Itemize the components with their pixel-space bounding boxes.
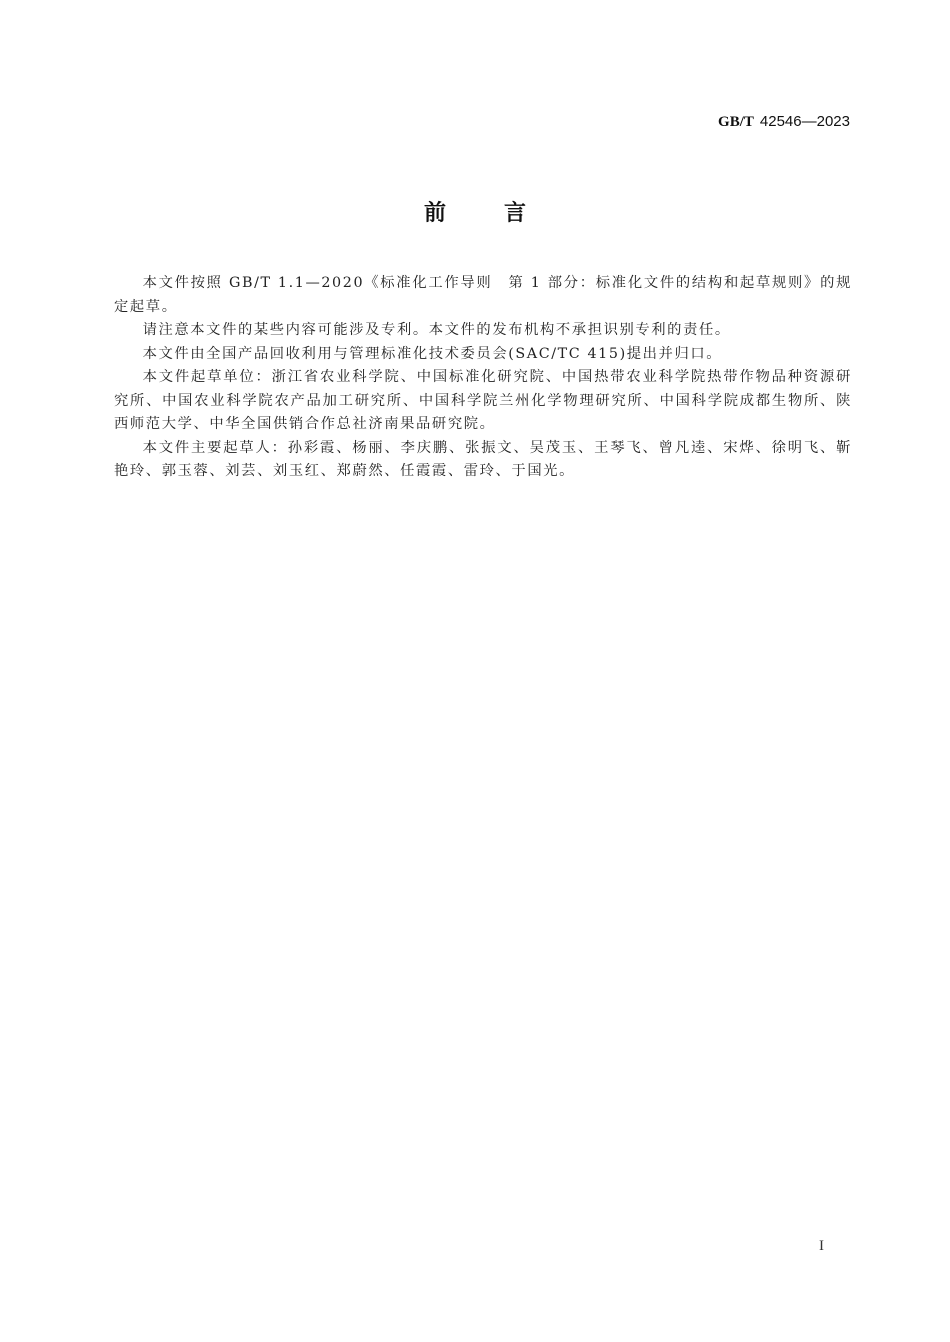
standard-prefix: GB/T [718, 114, 754, 130]
page-title [0, 196, 950, 227]
title-char-2: 言 [504, 201, 527, 226]
paragraph-patent-notice: 请注意本文件的某些内容可能涉及专利。本文件的发布机构不承担识别专利的责任。 [142, 322, 731, 338]
foreword-body [114, 272, 852, 484]
title-char-1: 前 [423, 201, 446, 226]
paragraph-proposer: 本文件由全国产品回收利用与管理标准化技术委员会(SAC/TC 415)提出并归口。 [142, 345, 723, 362]
paragraph-drafters: 本文件主要起草人：孙彩霞、杨丽、李庆鹏、张振文、吴茂玉、王琴飞、曾凡逵、宋烨、徐明飞、靳艳玲、郭玉蓉、刘芸、刘玉红、郑蔚然、任霞霞、雷玲、于国光。 [114, 439, 852, 479]
standard-code: 42546—2023 [759, 113, 850, 130]
page-number: I [819, 1238, 824, 1254]
paragraph-drafting-units: 本文件起草单位：浙江省农业科学院、中国标准化研究院、中国热带农业科学院热带作物品种资源研究所、中国农业科学院农产品加工研究所、中国科学院兰州化学物理研究所、中国科学院成都生物所、陕西师范大学、中华全国供销合作总社济南果品研究院。 [114, 369, 852, 432]
standard-number [718, 113, 850, 131]
paragraph-drafting-rules: 本文件按照 GB/T 1.1—2020《标准化工作导则 第 1 部分：标准化文件的结构和起草规则》的规定起草。 [114, 275, 852, 315]
